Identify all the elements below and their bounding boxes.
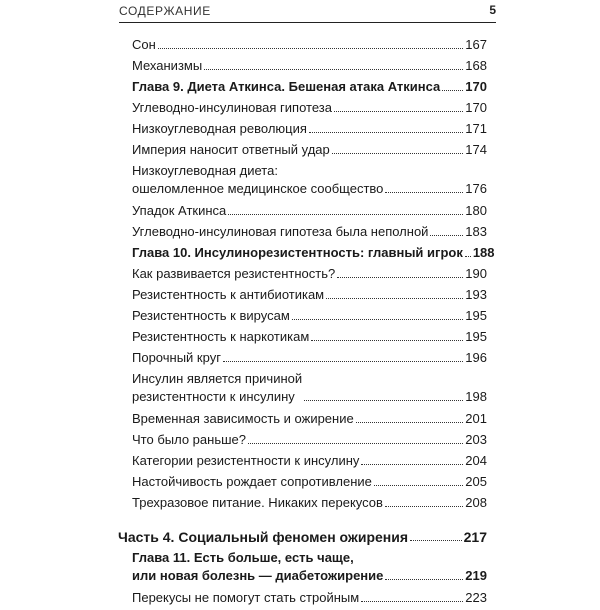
toc-entry-title bbox=[132, 141, 330, 159]
page-header bbox=[119, 0, 496, 23]
dot-leader bbox=[361, 463, 463, 465]
toc-entry[interactable] bbox=[132, 307, 487, 325]
dot-leader bbox=[410, 539, 462, 541]
toc-entry-title-text: резистентности к инсулину bbox=[132, 389, 295, 404]
toc-entry-page-number: 188 bbox=[472, 245, 495, 260]
toc-entry[interactable] bbox=[132, 370, 487, 406]
toc-entry-title bbox=[132, 589, 359, 607]
toc-entry-title-text: Упадок Аткинса bbox=[132, 203, 227, 218]
toc-entry-title-text: Резистентность к антибиотикам bbox=[132, 287, 325, 302]
toc-entry-page-number: 204 bbox=[465, 453, 487, 468]
toc-entry-page-number: 171 bbox=[465, 121, 487, 136]
toc-entry-title-text: ошеломленное медицинское сообщество bbox=[132, 181, 384, 196]
running-title: СОДЕРЖАНИЕ bbox=[119, 4, 211, 18]
toc-entry[interactable] bbox=[118, 528, 487, 546]
toc-entry-page-number: 223 bbox=[465, 590, 487, 605]
toc-entry[interactable] bbox=[132, 349, 487, 367]
toc-entry-title-text: Глава 10. Инсулинорезистентность: главный игрок bbox=[132, 245, 463, 260]
toc-entry[interactable] bbox=[132, 78, 487, 96]
toc-entry-title bbox=[132, 370, 302, 406]
toc-entry-title bbox=[132, 244, 463, 262]
toc-entry[interactable] bbox=[132, 410, 487, 428]
toc-entry[interactable] bbox=[132, 473, 487, 491]
toc-entry-title bbox=[118, 528, 408, 546]
toc-entry-page-number: 183 bbox=[465, 224, 487, 239]
toc-entry-title bbox=[132, 223, 428, 241]
toc-entry-title bbox=[132, 452, 359, 470]
toc-entry-title-text: Сон bbox=[132, 37, 156, 52]
toc-entry-title bbox=[132, 265, 335, 283]
toc-entry-title bbox=[132, 78, 440, 96]
table-of-contents bbox=[118, 36, 495, 610]
toc-entry-title bbox=[132, 349, 221, 367]
toc-entry-title bbox=[132, 473, 372, 491]
toc-entry-title bbox=[132, 36, 156, 54]
toc-entry-title-text: Категории резистентности к инсулину bbox=[132, 453, 360, 468]
page-number: 5 bbox=[489, 3, 496, 17]
dot-leader bbox=[385, 505, 463, 507]
dot-leader bbox=[158, 47, 463, 49]
toc-entry[interactable] bbox=[132, 141, 487, 159]
toc-entry-title bbox=[132, 57, 202, 75]
toc-entry-title-text: Порочный круг bbox=[132, 350, 221, 365]
toc-entry-title bbox=[132, 494, 383, 512]
toc-entry[interactable] bbox=[132, 120, 487, 138]
toc-entry-title bbox=[132, 431, 246, 449]
toc-entry[interactable] bbox=[132, 549, 487, 585]
dot-leader bbox=[374, 484, 463, 486]
toc-entry-page-number: 176 bbox=[465, 181, 487, 196]
toc-entry-title-text: Углеводно-инсулиновая гипотеза была неполной bbox=[132, 224, 429, 239]
dot-leader bbox=[332, 152, 464, 154]
dot-leader bbox=[361, 600, 463, 602]
toc-entry-title-text: Как развивается резистентность? bbox=[132, 266, 336, 281]
dot-leader bbox=[248, 442, 463, 444]
dot-leader bbox=[204, 68, 463, 70]
dot-leader bbox=[292, 318, 464, 320]
toc-entry[interactable] bbox=[132, 36, 487, 54]
toc-entry-page-number: 180 bbox=[465, 203, 487, 218]
toc-entry-page-number: 170 bbox=[465, 79, 487, 94]
dot-leader bbox=[442, 89, 463, 91]
dot-leader bbox=[430, 234, 463, 236]
toc-entry-title bbox=[132, 328, 309, 346]
toc-entry[interactable] bbox=[132, 589, 487, 607]
toc-entry-page-number: 190 bbox=[465, 266, 487, 281]
toc-entry-title bbox=[132, 120, 307, 138]
toc-entry-title-text: Резистентность к наркотикам bbox=[132, 329, 310, 344]
toc-entry-page-number: 170 bbox=[465, 100, 487, 115]
toc-entry-title-text: Резистентность к вирусам bbox=[132, 308, 290, 323]
toc-entry-page-number: 203 bbox=[465, 432, 487, 447]
dot-leader bbox=[309, 131, 463, 133]
toc-entry-title-text: Трехразовое питание. Никаких перекусов bbox=[132, 495, 383, 510]
toc-entry-page-number: 195 bbox=[465, 308, 487, 323]
toc-entry-title bbox=[132, 99, 332, 117]
toc-entry[interactable] bbox=[132, 328, 487, 346]
toc-entry-title-text: Механизмы bbox=[132, 58, 203, 73]
toc-entry-page-number: 219 bbox=[465, 568, 487, 583]
dot-leader bbox=[228, 213, 463, 215]
toc-entry-title-line1: Глава 11. Есть больше, есть чаще, bbox=[132, 550, 354, 565]
toc-entry-title-text: Часть 4. Социальный феномен ожирения bbox=[118, 529, 409, 545]
toc-entry-title-text: Глава 9. Диета Аткинса. Бешеная атака Аткинса bbox=[132, 79, 441, 94]
toc-entry-page-number: 193 bbox=[465, 287, 487, 302]
toc-entry-page-number: 205 bbox=[465, 474, 487, 489]
toc-entry-page-number: 167 bbox=[465, 37, 487, 52]
toc-entry-page-number: 168 bbox=[465, 58, 487, 73]
toc-entry[interactable] bbox=[132, 452, 487, 470]
toc-entry[interactable] bbox=[132, 162, 487, 198]
toc-entry[interactable] bbox=[132, 99, 487, 117]
dot-leader bbox=[311, 339, 463, 341]
toc-entry-title-text: Перекусы не помогут стать стройным bbox=[132, 590, 360, 605]
toc-entry-title bbox=[132, 162, 383, 198]
toc-entry-title-text: или новая болезнь — диабетожирение bbox=[132, 568, 384, 583]
toc-entry[interactable] bbox=[132, 57, 487, 75]
toc-entry-page-number: 198 bbox=[465, 389, 487, 404]
toc-entry-page-number: 174 bbox=[465, 142, 487, 157]
toc-entry-title-text: Что было раньше? bbox=[132, 432, 246, 447]
dot-leader bbox=[304, 399, 463, 401]
toc-entry-title bbox=[132, 410, 354, 428]
toc-entry-title-text: Империя наносит ответный удар bbox=[132, 142, 330, 157]
toc-entry[interactable] bbox=[132, 202, 487, 220]
dot-leader bbox=[334, 110, 463, 112]
toc-entry-title-text: Настойчивость рождает сопротивление bbox=[132, 474, 372, 489]
toc-entry-title-text: Временная зависимость и ожирение bbox=[132, 411, 354, 426]
dot-leader bbox=[326, 297, 463, 299]
toc-entry[interactable] bbox=[132, 244, 495, 262]
dot-leader bbox=[223, 360, 463, 362]
dot-leader bbox=[337, 276, 463, 278]
toc-entry-page-number: 201 bbox=[465, 411, 487, 426]
toc-entry[interactable] bbox=[132, 223, 487, 241]
toc-entry-title bbox=[132, 202, 226, 220]
dot-leader bbox=[385, 578, 463, 580]
toc-entry-title bbox=[132, 286, 324, 304]
toc-entry-title-text: Углеводно-инсулиновая гипотеза bbox=[132, 100, 332, 115]
toc-entry-page-number: 208 bbox=[465, 495, 487, 510]
toc-entry-page-number: 196 bbox=[465, 350, 487, 365]
toc-entry-title-text: Низкоуглеводная революция bbox=[132, 121, 307, 136]
toc-entry[interactable] bbox=[132, 494, 487, 512]
toc-entry[interactable] bbox=[132, 286, 487, 304]
dot-leader bbox=[385, 191, 463, 193]
dot-leader bbox=[356, 421, 464, 423]
toc-entry-title bbox=[132, 307, 290, 325]
toc-entry-page-number: 195 bbox=[465, 329, 487, 344]
toc-entry-title-line1: Низкоуглеводная диета: bbox=[132, 163, 278, 178]
toc-entry-page-number: 217 bbox=[463, 529, 487, 545]
toc-entry[interactable] bbox=[132, 431, 487, 449]
dot-leader bbox=[465, 255, 471, 257]
toc-entry-title-line1: Инсулин является причиной bbox=[132, 371, 303, 386]
toc-entry-title bbox=[132, 549, 383, 585]
toc-entry[interactable] bbox=[132, 265, 487, 283]
